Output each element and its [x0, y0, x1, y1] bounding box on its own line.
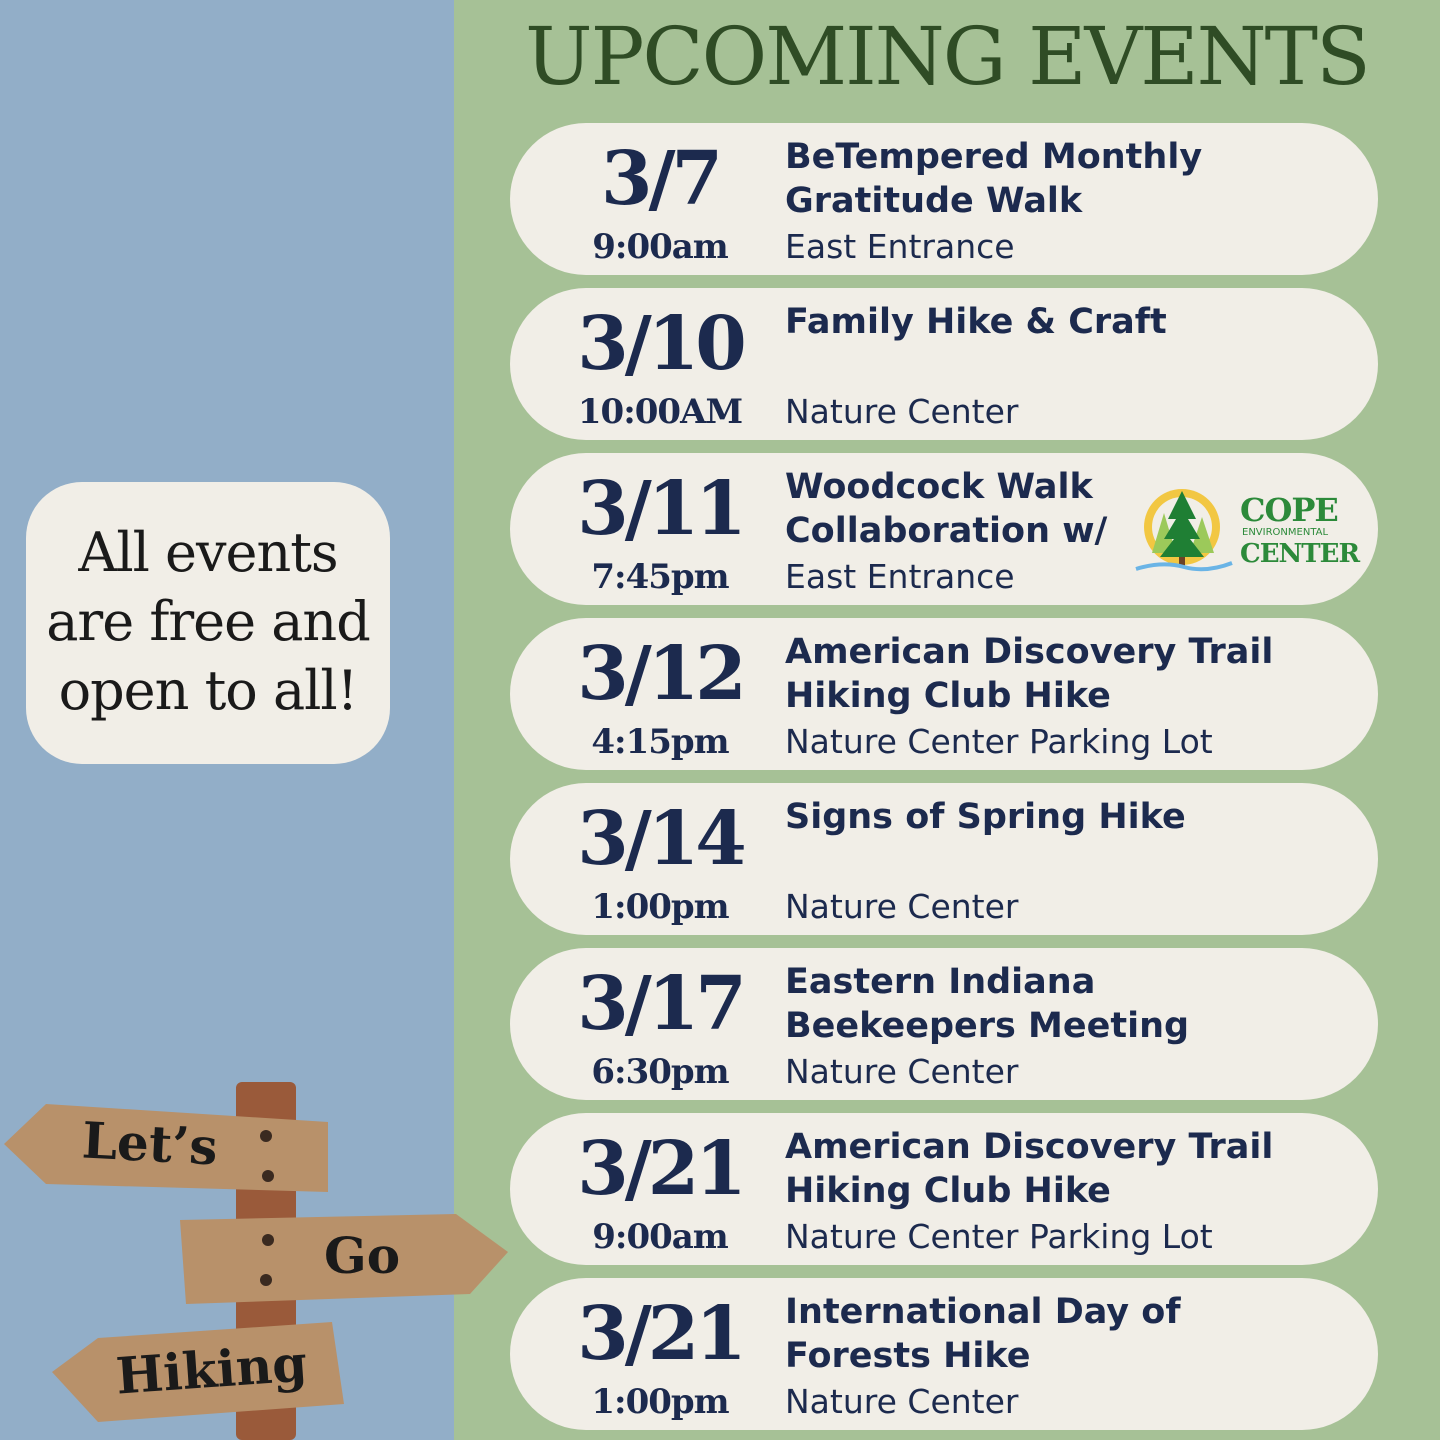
event-title: Eastern Indiana Beekeepers Meeting — [785, 962, 1190, 1046]
event-title: BeTempered Monthly Gratitude Walk — [785, 137, 1203, 221]
signpost-illustration — [0, 1060, 520, 1440]
event-title: Woodcock Walk Collaboration w/ — [785, 467, 1108, 551]
event-time: 1:00pm — [591, 1382, 729, 1422]
free-events-notice — [26, 482, 390, 764]
event-time: 9:00am — [592, 1217, 728, 1257]
event-card — [510, 1278, 1378, 1430]
event-location: East Entrance — [785, 227, 1015, 266]
event-date: 3/12 — [577, 631, 743, 717]
event-card — [510, 948, 1378, 1100]
event-date: 3/21 — [577, 1291, 743, 1377]
event-time: 9:00am — [592, 227, 728, 267]
event-title: International Day of Forests Hike — [785, 1292, 1181, 1376]
event-date: 3/10 — [577, 301, 743, 387]
event-time: 7:45pm — [591, 557, 729, 597]
page-title: UPCOMING EVENTS — [525, 10, 1369, 103]
event-title: American Discovery Trail Hiking Club Hike — [785, 632, 1274, 716]
notice-text: All events are free and open to all! — [46, 521, 370, 722]
event-date: 3/7 — [600, 136, 719, 222]
event-location: Nature Center — [785, 1052, 1019, 1091]
event-card — [510, 288, 1378, 440]
event-card — [510, 1113, 1378, 1265]
event-date: 3/11 — [577, 466, 743, 552]
event-time: 10:00AM — [577, 392, 743, 432]
event-location: East Entrance — [785, 557, 1015, 596]
event-location: Nature Center — [785, 887, 1019, 926]
event-date: 3/21 — [577, 1126, 743, 1212]
event-location: Nature Center — [785, 392, 1019, 431]
event-title: Family Hike & Craft — [785, 302, 1167, 342]
event-location: Nature Center Parking Lot — [785, 722, 1213, 761]
sign-go: Go — [324, 1226, 401, 1285]
event-time: 4:15pm — [591, 722, 729, 762]
tree-logo-icon — [1132, 483, 1236, 575]
event-date: 3/14 — [577, 796, 743, 882]
event-time: 1:00pm — [591, 887, 729, 927]
sign-lets: Let’s — [80, 1110, 220, 1177]
event-card — [510, 783, 1378, 935]
logo-text: ENVIRONMENTAL — [1242, 527, 1329, 538]
sign-hiking: Hiking — [114, 1333, 309, 1406]
logo-text: COPE — [1240, 491, 1338, 529]
event-title: American Discovery Trail Hiking Club Hike — [785, 1127, 1274, 1211]
event-card — [510, 618, 1378, 770]
event-card — [510, 453, 1378, 605]
logo-text: CENTER — [1240, 539, 1360, 569]
cope-environmental-center-logo — [1132, 483, 1360, 575]
event-title: Signs of Spring Hike — [785, 797, 1186, 837]
event-date: 3/17 — [577, 961, 743, 1047]
event-location: Nature Center Parking Lot — [785, 1217, 1213, 1256]
event-time: 6:30pm — [591, 1052, 729, 1092]
event-location: Nature Center — [785, 1382, 1019, 1421]
event-card — [510, 123, 1378, 275]
